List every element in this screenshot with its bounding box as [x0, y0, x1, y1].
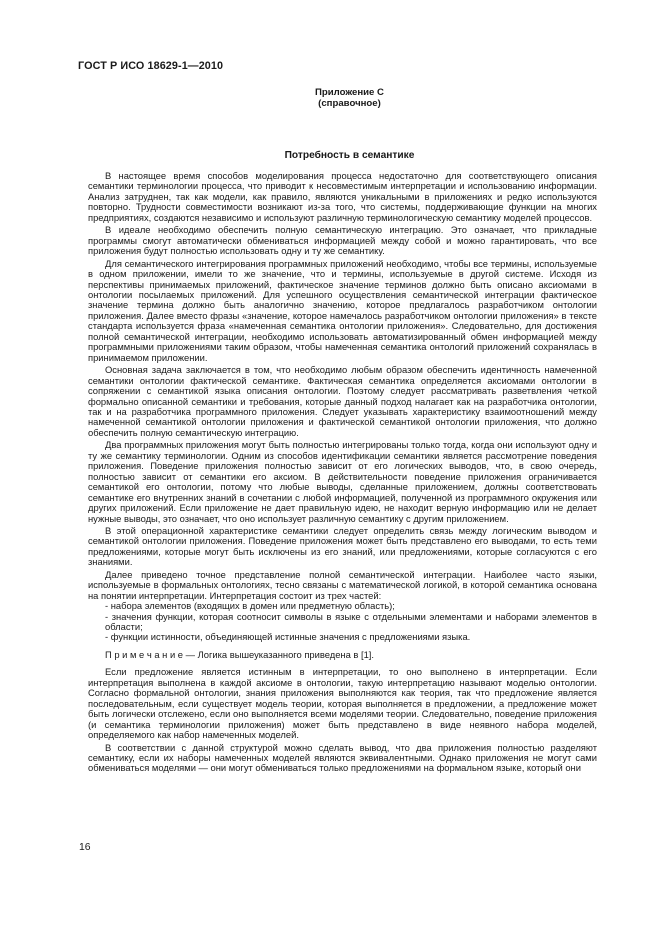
- standard-header: ГОСТ Р ИСО 18629-1—2010: [78, 60, 224, 72]
- paragraph: В идеале необходимо обеспечить полную семантическую интеграцию. Это означает, что прикладные программы смогут автоматически обмениваться информацией между собой и можно гарантировать, что все приложения будут полностью использовать одну и ту же семантику.: [88, 224, 597, 257]
- annex-heading: [0, 87, 661, 109]
- paragraph: Если предложение является истинным в интерпретации, то оно выполнено в интерпретации. Если интерпретация выполнена в каждой аксиоме в онтологии, такую интерпретацию называют моделью онтологии. Согласно формальной онтологии, знания приложения выполняются как теория, так что предложение является последовательным, если существует модель теории, которая выполняется в предложении, а предложение может быть логически отслежено, если оно выполняется всеми моделями теории. Следовательно, поведение приложения (и семантика терминологии приложения) может быть представлено в виде неявного набора моделей, определяемого как набор намеченных моделей.: [88, 666, 597, 741]
- section-title: Потребность в семантике: [284, 150, 415, 161]
- annex-subtitle: (справочное): [318, 98, 381, 109]
- paragraph: В соответствии с данной структурой можно сделать вывод, что два приложения полностью разделяют семантику, если их наборы намеченных моделей являются эквивалентными. Однако приложения не могут сами обмениваться моделями — они могут обмениваться только предложениями на формальном языке, который они: [88, 741, 597, 774]
- list-item: - функции истинности, объединяющей истинные значения с предложениями языка.: [105, 631, 471, 643]
- page-number: 16: [79, 842, 91, 853]
- paragraph: В этой операционной характеристике семантики следует определить связь между логическим выводом и семантикой онтологии приложения. Поведение приложения может быть представлено его выводами, то есть теми предложениями, которые могут быть исключены из его знаний, или предложениями, которые согласуются с его знаниями.: [88, 524, 597, 568]
- paragraph: Для семантического интегрирования программных приложений необходимо, чтобы все термины, используемые в одном приложении, имели то же значение, что и термины, используемые в другой системе. Исходя из перспективы принимаемых приложений, фактическое значение терминов должно быть описано аксиомами в онтологии посылаемых приложений. Для успешного осуществления семантической интеграции фактическое значение термина должно быть аналогично значению, которое предлагалось разработчиком онтологии приложения. Далее вместо фразы «значение, которое намечалось разработчиком онтологии приложения» в тексте стандарта используется фраза «намеченная семантика онтологии приложения». Следовательно, для достижения полной семантической интеграции, необходимо использовать автоматизированный обмен информацией между программными приложениями таким образом, чтобы намеченная семантика онтологий приложений сохранялась в принимаемом приложении.: [88, 257, 597, 363]
- paragraph: В настоящее время способов моделирования процесса недостаточно для соответствующего описания семантики терминологии процесса, что приводит к несовместимым интерпретации и использованию информации. Анализ затруднен, так как модели, как правило, являются уникальными в приложениях и редко используются повторно. Трудности совместимости возникают из-за того, что системы, поддерживающие функции на многих предприятиях, создаются независимо и используют различную терминологическую семантику моделей процессов.: [88, 170, 597, 223]
- list-item: - набора элементов (входящих в домен или предметную область);: [105, 600, 395, 612]
- annex-title: Приложение С: [315, 87, 384, 98]
- paragraph: Два программных приложения могут быть полностью интегрированы только тогда, когда они используют одну и ту же семантику терминологии. Одним из способов идентификации семантики является рассмотрение поведения приложения. Поведение приложения полностью зависит от его логических выводов, что, в свою очередь, полностью зависит от семантики его аксиом. В действительности поведение приложения ограничивается семантикой его онтологии, потому что любые выводы, сделанные приложением, должны соответствовать семантике его внутренних знаний в сочетании с любой информацией, полученной из программного окружения или других приложений. Если приложение не дает правильную идею, не находит верную информацию или не делает нужные выводы, это означает, что оно использует различную семантику с другим приложением.: [88, 439, 597, 524]
- note: П р и м е ч а н и е — Логика вышеуказанного приведена в [1].: [105, 648, 375, 660]
- body-text: [88, 171, 597, 776]
- paragraph: Основная задача заключается в том, что необходимо любым образом обеспечить идентичность намеченной семантики онтологии фактической семантике. Фактическая семантика определяется аксиомами онтологии в сопряжении с семантикой языка описания онтологии. Поэтому следует рассматривать разветвления четкой формально описанной семантики и требования, которые данный подход налагает как на разработчика онтологии, так и на разработчика программного приложения. Следует указывать характеристику взаимоотношений между намеченной семантикой онтологии приложения и фактической семантикой онтологии приложения, что должно обеспечить полную семантическую интеграцию.: [88, 364, 597, 438]
- paragraph: Далее приведено точное представление полной семантической интеграции. Наиболее часто языки, используемые в формальных онтологиях, тесно связаны с математической логикой, в которой семантика основана на понятии интерпретации. Интерпретация состоит из трех частей:: [88, 568, 597, 601]
- list-item: - значения функции, которая соотносит символы в языке с отдельными элементами и наборами элементов в области;: [105, 610, 597, 633]
